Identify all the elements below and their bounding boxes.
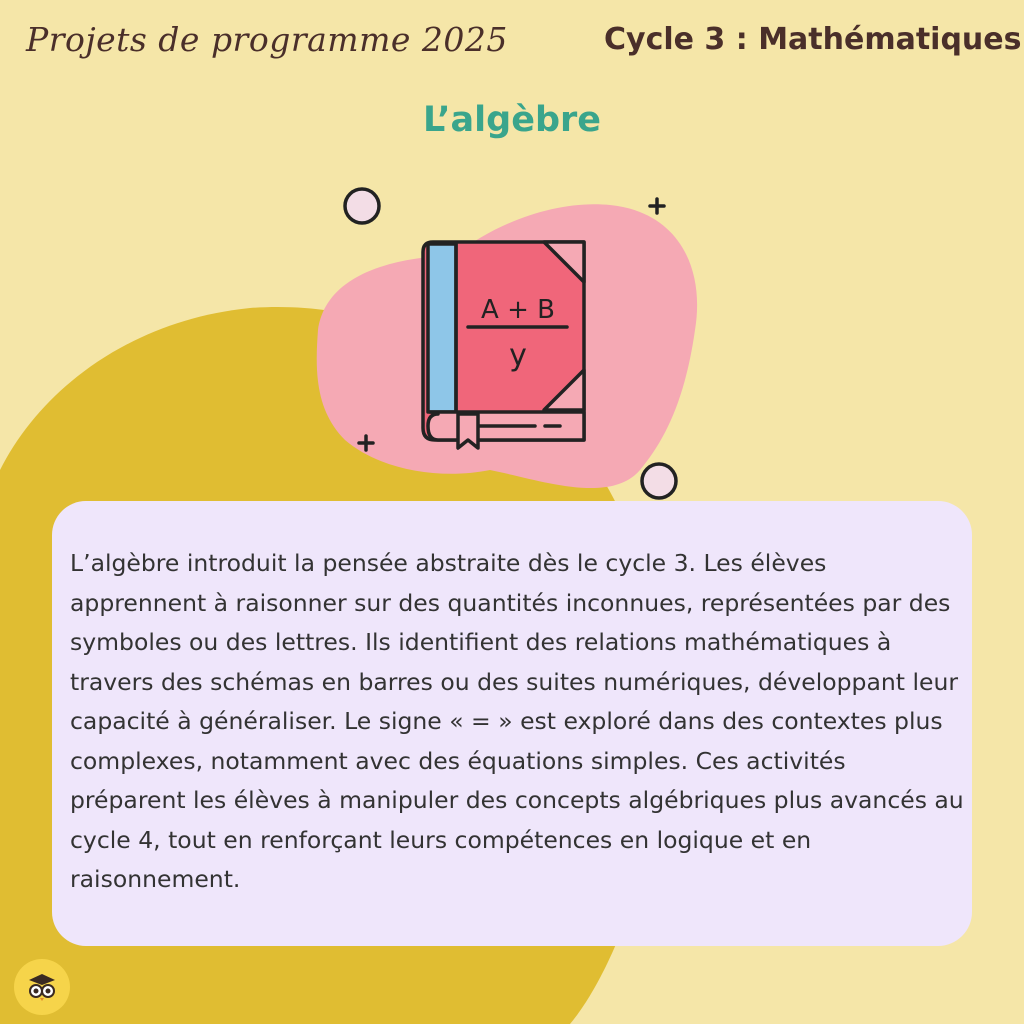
program-title: Projets de programme 2025	[26, 20, 508, 59]
description-text: L’algèbre introduit la pensée abstraite dès le cycle 3. Les élèves apprennent à raisonner sur des quantités inconnues, représentées par des symboles ou des lettres. Ils identifient des relations mathématiques à travers des schémas en barres ou des suites numériques, développant leur capacité à généraliser. Le signe « = » est exploré dans des contextes plus complexes, notamment avec des équations simples. Ces activités préparent les élèves à manipuler des concepts algébriques plus avancés au cycle 4, tout en renforçant leurs compétences en logique et en raisonnement.	[70, 549, 964, 893]
decor-plus-top	[650, 199, 664, 213]
cycle-subject-title: Cycle 3 : Mathématiques	[604, 22, 1022, 57]
algebra-book-icon	[423, 242, 584, 448]
decor-circle-top	[345, 189, 379, 223]
book-denominator: y	[509, 338, 527, 373]
book-numerator: A + B	[481, 295, 555, 325]
decor-circle-bottom	[642, 464, 676, 498]
owl-logo-icon	[13, 958, 71, 1016]
page-title: L’algèbre	[422, 100, 601, 140]
